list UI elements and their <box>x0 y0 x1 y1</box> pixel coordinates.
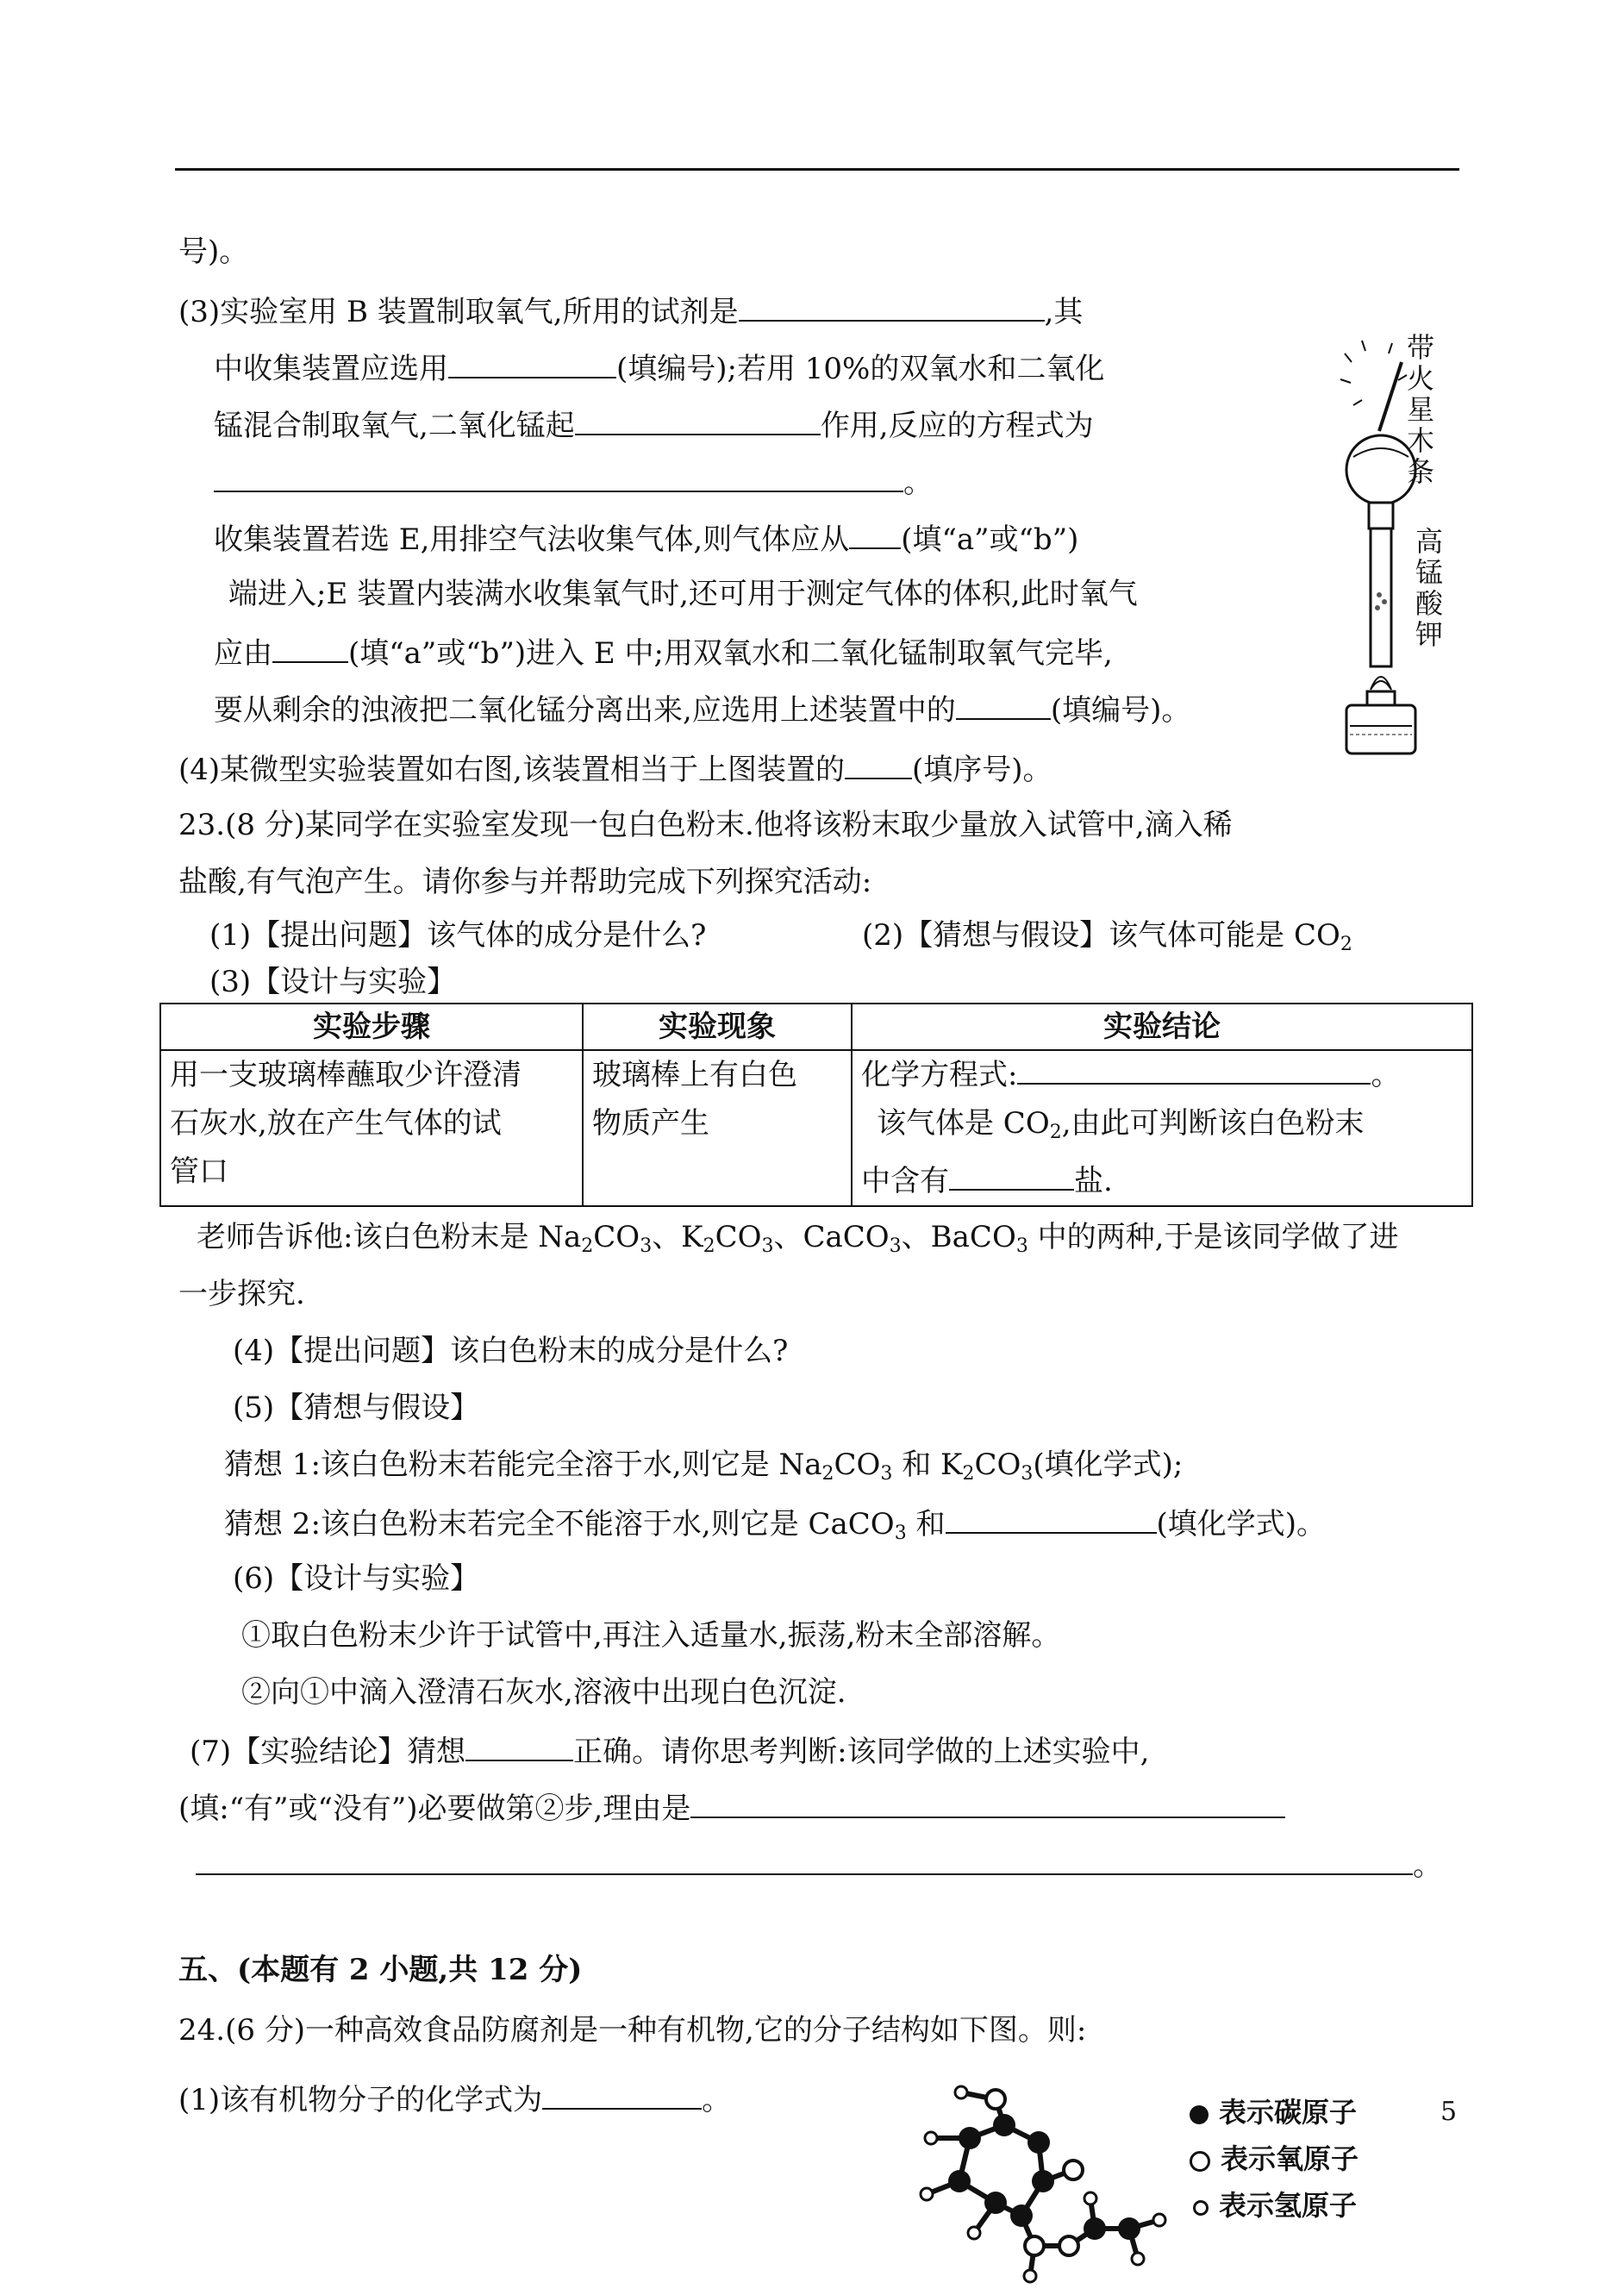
cell-phenomenon: 玻璃棒上有白色 物质产生 <box>583 1050 852 1206</box>
conclusion-line-1: (7)【实验结论】猜想 正确。请你思考判断:该同学做的上述实验中, <box>190 1730 1149 1771</box>
conclusion-line-2: (填:“有”或“没有”)必要做第②步,理由是 <box>178 1787 1285 1828</box>
section-heading: 五、(本题有 2 小题,共 12 分) <box>178 1953 583 1987</box>
q22-line-6: 端进入;E 装置内装满水收集氧气时,还可用于测定气体的体积,此时氧气 <box>228 577 1138 611</box>
q23-intro-1: 23.(8 分)某同学在实验室发现一包白色粉末.他将该粉末取少量放入试管中,滴入稀 <box>178 808 1233 842</box>
test-tube <box>1371 528 1391 666</box>
guess-1: 猜想 1:该白色粉末若能完全溶于水,则它是 $Na_2CO_3$ 和 $K_2CO_3$(填化学式); <box>224 1448 1184 1485</box>
q22-line-2: 中收集装置应选用 (填编号);若用 10%的双氧水和二氧化 <box>214 347 1104 388</box>
q23-intro-2: 盐酸,有气泡产生。请你参与并帮助完成下列探究活动: <box>178 865 872 899</box>
label-potassium-permanganate: 高锰酸钾 <box>1415 525 1443 651</box>
q22-line-9: (4)某微型实验装置如右图,该装置相当于上图装置的 (填序号)。 <box>178 748 1052 789</box>
carbon-atoms <box>948 2114 1140 2240</box>
q24-part-1: (1)该有机物分子的化学式为 。 <box>178 2079 731 2119</box>
q23-part-1: (1)【提出问题】该气体的成分是什么? <box>209 918 707 953</box>
page-number: 5 <box>1440 2097 1458 2127</box>
answer-blank-reagent[interactable] <box>739 291 1045 322</box>
answer-blank-separation[interactable] <box>956 689 1051 720</box>
carbon-dot-icon <box>1190 2105 1209 2124</box>
step-1: ①取白色粉末少许于试管中,再注入适量水,振荡,粉末全部溶解。 <box>241 1618 1061 1653</box>
teacher-line-1: 老师告诉他:该白色粉末是 $Na_2CO_3$、$K_2CO_3$、CaCO$_3$、BaCO$_3$ 中的两种,于是该同学做了进 <box>197 1220 1399 1257</box>
oxygen-dot-icon <box>1190 2151 1210 2172</box>
q23-part-5: (5)【猜想与假设】 <box>233 1391 480 1425</box>
conclusion-line-3: 。 <box>196 1844 1442 1885</box>
legend-carbon: 表示碳原子 <box>1190 2091 1357 2130</box>
label-glowing-splint: 带火星木条 <box>1406 331 1434 488</box>
cell-step: 用一支玻璃棒蘸取少许澄清 石灰水,放在产生气体的试 管口 <box>160 1050 583 1206</box>
molecule-structure-figure <box>909 2073 1185 2289</box>
answer-blank-inlet[interactable] <box>272 632 348 663</box>
answer-blank-reason-cont[interactable] <box>196 1844 1413 1875</box>
splint <box>1379 362 1402 431</box>
legend-hydrogen: 表示氢原子 <box>1190 2184 1357 2223</box>
alcohol-burner <box>1346 705 1415 754</box>
teacher-line-2: 一步探究. <box>178 1277 305 1311</box>
q22-line-1: (3)实验室用 B 装置制取氧气,所用的试剂是 ,其 <box>178 291 1083 331</box>
answer-blank-reason[interactable] <box>690 1787 1285 1818</box>
answer-blank-correct-guess[interactable] <box>465 1730 573 1761</box>
answer-blank-role[interactable] <box>575 404 821 435</box>
q22-line-4: 。 <box>214 461 933 502</box>
flame <box>1371 677 1391 690</box>
answer-blank-salt[interactable] <box>949 1160 1074 1191</box>
hydrogen-dot-icon <box>1193 2200 1209 2216</box>
header-conclusion: 实验结论 <box>852 1004 1472 1050</box>
answer-blank-equivalent[interactable] <box>845 748 912 779</box>
q23-part-2: (2)【猜想与假设】该气体可能是 $CO_2$ <box>862 918 1352 955</box>
answer-blank-equation[interactable] <box>214 461 903 492</box>
header-rule <box>175 168 1459 171</box>
q22-line-7: 应由 (填“a”或“b”)进入 E 中;用双氧水和二氧化锰制取氧气完毕, <box>214 632 1113 672</box>
q24-stem: 24.(6 分)一种高效食品防腐剂是一种有机物,它的分子结构如下图。则: <box>178 2013 1087 2048</box>
header-phenomenon: 实验现象 <box>583 1004 852 1050</box>
answer-blank-formula[interactable] <box>542 2079 702 2110</box>
q22-line-8: 要从剩余的浊液把二氧化锰分离出来,应选用上述装置中的 (填编号)。 <box>214 689 1190 729</box>
q22-line-5: 收集装置若选 E,用排空气法收集气体,则气体应从 (填“a”或“b”) <box>214 518 1078 559</box>
q23-part-4: (4)【提出问题】该白色粉末的成分是什么? <box>233 1334 789 1368</box>
legend-oxygen: 表示氧原子 <box>1190 2137 1359 2177</box>
header-step: 实验步骤 <box>160 1004 583 1050</box>
q22-line-0: 号)。 <box>178 235 249 269</box>
experiment-table <box>159 1003 1473 1207</box>
answer-blank-collector[interactable] <box>448 347 616 378</box>
q23-part-6: (6)【设计与实验】 <box>233 1561 480 1596</box>
step-2: ②向①中滴入澄清石灰水,溶液中出现白色沉淀. <box>241 1675 846 1710</box>
table-header-row <box>160 1004 1472 1050</box>
q22-line-3: 锰混合制取氧气,二氧化锰起 作用,反应的方程式为 <box>214 404 1094 445</box>
answer-blank-end[interactable] <box>849 518 901 549</box>
answer-blank-table-equation[interactable] <box>1017 1054 1371 1085</box>
guess-2: 猜想 2:该白色粉末若完全不能溶于水,则它是 CaCO$_3$ 和 (填化学式)。 <box>224 1503 1326 1553</box>
q23-part-3: (3)【设计与实验】 <box>209 965 457 999</box>
table-row <box>160 1050 1472 1206</box>
answer-blank-guess2[interactable] <box>946 1503 1157 1534</box>
cell-conclusion: 化学方程式: 。 该气体是 $CO_2$,由此可判断该白色粉末 中含有 盐. <box>852 1050 1472 1206</box>
